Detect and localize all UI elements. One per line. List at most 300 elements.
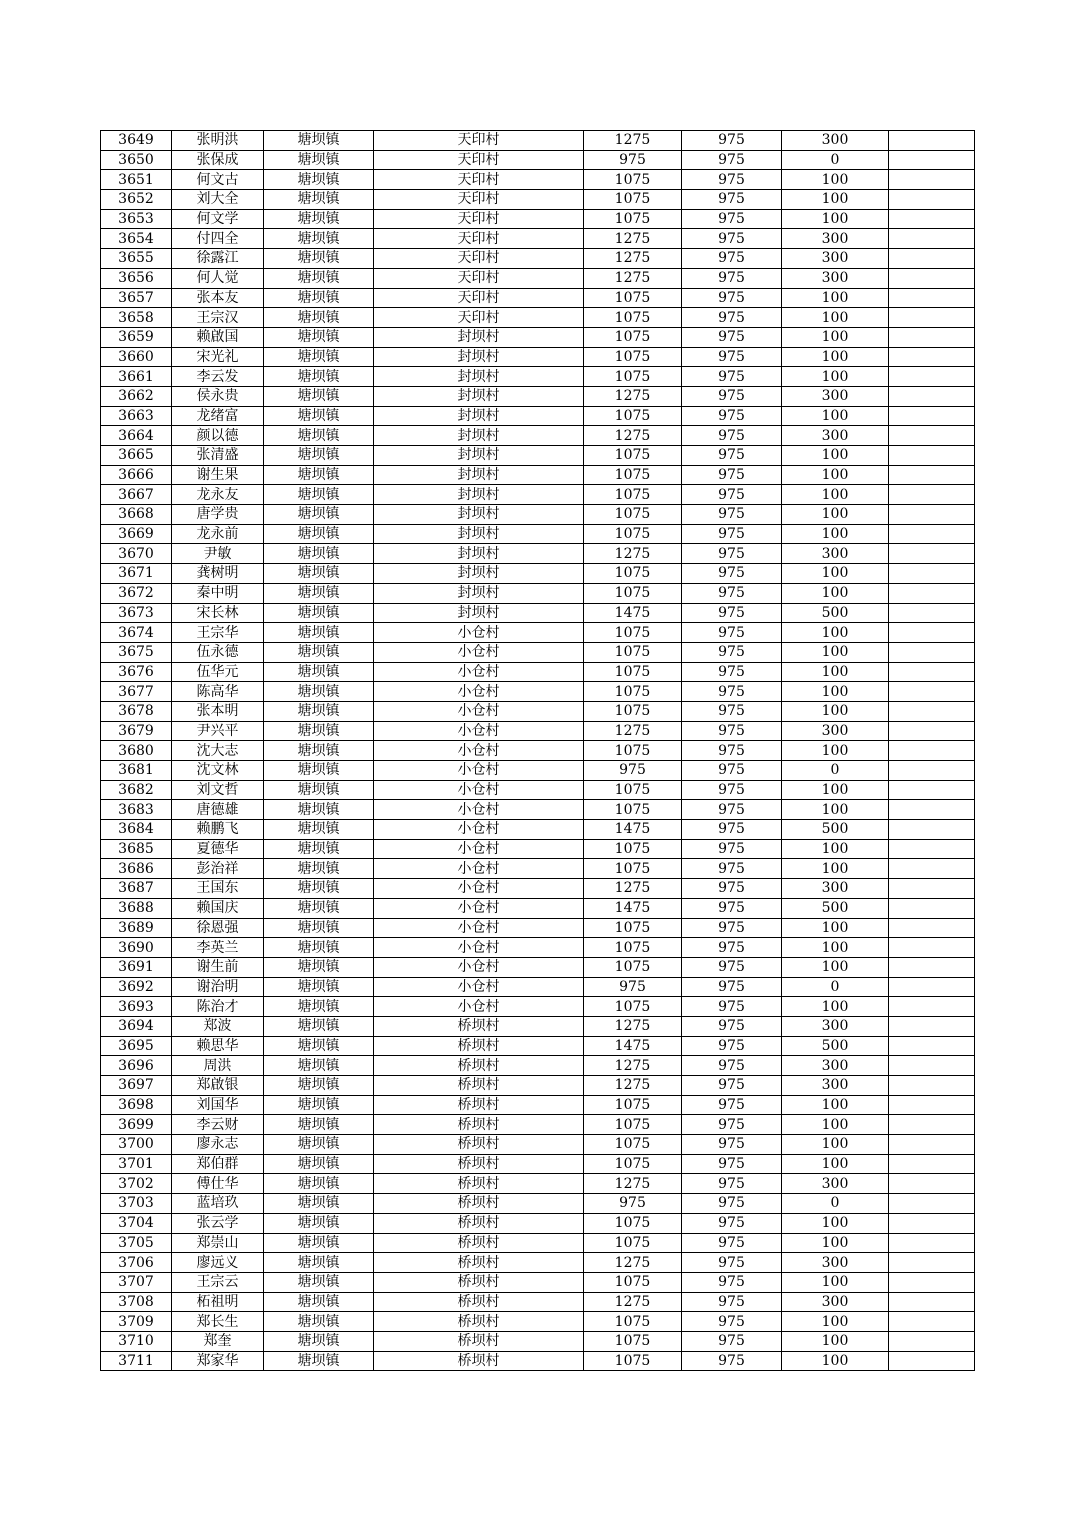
cell-remark [889,623,975,643]
table-row [101,879,975,899]
cell-index: 3709 [101,1312,172,1332]
cell-name: 龙永友 [172,485,264,505]
cell-town: 塘坝镇 [264,623,374,643]
cell-index: 3691 [101,957,172,977]
cell-amount-b: 975 [682,938,782,958]
cell-amount-b: 975 [682,1213,782,1233]
cell-difference: 500 [782,820,889,840]
cell-town: 塘坝镇 [264,918,374,938]
cell-amount-b: 975 [682,879,782,899]
cell-village: 小仓村 [374,721,584,741]
cell-amount-b: 975 [682,662,782,682]
table-row [101,367,975,387]
cell-name: 谢生前 [172,957,264,977]
cell-index: 3680 [101,741,172,761]
cell-difference: 100 [782,918,889,938]
cell-difference: 100 [782,701,889,721]
cell-town: 塘坝镇 [264,741,374,761]
cell-name: 徐恩强 [172,918,264,938]
cell-town: 塘坝镇 [264,150,374,170]
cell-remark [889,386,975,406]
cell-amount-a: 1075 [584,209,682,229]
cell-amount-a: 1275 [584,1016,682,1036]
cell-name: 郑崇山 [172,1233,264,1253]
cell-difference: 100 [782,564,889,584]
cell-village: 封坝村 [374,426,584,446]
cell-amount-a: 1275 [584,426,682,446]
cell-index: 3706 [101,1253,172,1273]
cell-index: 3685 [101,839,172,859]
cell-remark [889,446,975,466]
cell-amount-a: 1075 [584,918,682,938]
cell-amount-b: 975 [682,386,782,406]
cell-amount-a: 1075 [584,170,682,190]
cell-amount-a: 1075 [584,446,682,466]
cell-remark [889,741,975,761]
cell-village: 桥坝村 [374,1233,584,1253]
table-row [101,347,975,367]
cell-remark [889,800,975,820]
cell-village: 小仓村 [374,859,584,879]
cell-name: 徐露江 [172,249,264,269]
cell-town: 塘坝镇 [264,524,374,544]
cell-amount-b: 975 [682,150,782,170]
table-row [101,249,975,269]
cell-village: 封坝村 [374,367,584,387]
cell-name: 王宗汉 [172,308,264,328]
cell-index: 3654 [101,229,172,249]
cell-remark [889,1253,975,1273]
cell-index: 3701 [101,1154,172,1174]
cell-town: 塘坝镇 [264,1233,374,1253]
cell-name: 秦中明 [172,583,264,603]
cell-amount-a: 1275 [584,386,682,406]
cell-remark [889,662,975,682]
cell-remark [889,564,975,584]
cell-remark [889,524,975,544]
cell-village: 封坝村 [374,386,584,406]
cell-village: 桥坝村 [374,1036,584,1056]
cell-amount-b: 975 [682,1253,782,1273]
cell-town: 塘坝镇 [264,229,374,249]
cell-village: 小仓村 [374,662,584,682]
cell-amount-b: 975 [682,170,782,190]
cell-remark [889,327,975,347]
cell-index: 3665 [101,446,172,466]
table-row [101,1292,975,1312]
cell-village: 封坝村 [374,485,584,505]
table-row [101,957,975,977]
cell-amount-b: 975 [682,957,782,977]
cell-remark [889,1154,975,1174]
cell-remark [889,406,975,426]
cell-index: 3700 [101,1135,172,1155]
cell-town: 塘坝镇 [264,701,374,721]
cell-village: 小仓村 [374,682,584,702]
cell-remark [889,1292,975,1312]
cell-amount-b: 975 [682,1036,782,1056]
cell-remark [889,1115,975,1135]
cell-index: 3674 [101,623,172,643]
cell-village: 小仓村 [374,820,584,840]
cell-difference: 500 [782,603,889,623]
table-row [101,1331,975,1351]
cell-amount-a: 1075 [584,1213,682,1233]
cell-name: 张明洪 [172,131,264,151]
table-row [101,977,975,997]
cell-amount-a: 1075 [584,780,682,800]
cell-remark [889,367,975,387]
table-row [101,859,975,879]
cell-amount-a: 1075 [584,1331,682,1351]
cell-name: 谢生果 [172,465,264,485]
cell-amount-b: 975 [682,761,782,781]
cell-village: 桥坝村 [374,1174,584,1194]
cell-village: 天印村 [374,209,584,229]
cell-name: 李云财 [172,1115,264,1135]
cell-town: 塘坝镇 [264,190,374,210]
cell-remark [889,190,975,210]
cell-remark [889,918,975,938]
cell-amount-b: 975 [682,1016,782,1036]
cell-town: 塘坝镇 [264,406,374,426]
cell-difference: 300 [782,1076,889,1096]
cell-amount-b: 975 [682,1312,782,1332]
cell-name: 张本友 [172,288,264,308]
cell-name: 唐德雄 [172,800,264,820]
cell-index: 3704 [101,1213,172,1233]
table-row [101,288,975,308]
table-row [101,209,975,229]
cell-town: 塘坝镇 [264,642,374,662]
cell-index: 3669 [101,524,172,544]
cell-remark [889,347,975,367]
cell-index: 3693 [101,997,172,1017]
cell-difference: 100 [782,190,889,210]
cell-index: 3696 [101,1056,172,1076]
cell-difference: 0 [782,150,889,170]
cell-amount-b: 975 [682,583,782,603]
cell-difference: 100 [782,1351,889,1371]
table-row [101,721,975,741]
cell-index: 3687 [101,879,172,899]
cell-village: 小仓村 [374,977,584,997]
cell-village: 封坝村 [374,327,584,347]
table-row [101,1194,975,1214]
cell-remark [889,1135,975,1155]
cell-town: 塘坝镇 [264,485,374,505]
table-row [101,1016,975,1036]
cell-village: 小仓村 [374,918,584,938]
table-row [101,583,975,603]
cell-amount-b: 975 [682,741,782,761]
table-row [101,898,975,918]
cell-amount-a: 1075 [584,1351,682,1371]
cell-index: 3666 [101,465,172,485]
cell-village: 天印村 [374,229,584,249]
table-row [101,1213,975,1233]
cell-difference: 100 [782,800,889,820]
cell-amount-a: 1275 [584,249,682,269]
cell-town: 塘坝镇 [264,209,374,229]
cell-amount-a: 1075 [584,1312,682,1332]
cell-difference: 300 [782,268,889,288]
cell-village: 小仓村 [374,701,584,721]
cell-name: 付四全 [172,229,264,249]
cell-difference: 100 [782,957,889,977]
cell-village: 桥坝村 [374,1154,584,1174]
cell-town: 塘坝镇 [264,1036,374,1056]
cell-amount-a: 1075 [584,839,682,859]
table-row [101,918,975,938]
cell-index: 3681 [101,761,172,781]
cell-village: 天印村 [374,150,584,170]
cell-amount-a: 1075 [584,505,682,525]
table-row [101,938,975,958]
cell-village: 天印村 [374,170,584,190]
cell-town: 塘坝镇 [264,446,374,466]
cell-town: 塘坝镇 [264,1272,374,1292]
cell-town: 塘坝镇 [264,386,374,406]
cell-difference: 300 [782,426,889,446]
cell-amount-b: 975 [682,209,782,229]
cell-town: 塘坝镇 [264,780,374,800]
cell-village: 封坝村 [374,347,584,367]
table-row [101,1312,975,1332]
cell-amount-a: 1275 [584,1076,682,1096]
cell-index: 3653 [101,209,172,229]
table-row [101,1095,975,1115]
cell-name: 李英兰 [172,938,264,958]
cell-index: 3671 [101,564,172,584]
cell-difference: 100 [782,347,889,367]
cell-town: 塘坝镇 [264,800,374,820]
table-row [101,1351,975,1371]
cell-amount-b: 975 [682,1076,782,1096]
cell-remark [889,131,975,151]
table-row [101,1174,975,1194]
cell-index: 3708 [101,1292,172,1312]
cell-town: 塘坝镇 [264,327,374,347]
cell-index: 3655 [101,249,172,269]
table-row [101,603,975,623]
cell-difference: 100 [782,1213,889,1233]
cell-amount-b: 975 [682,682,782,702]
cell-amount-b: 975 [682,465,782,485]
cell-name: 张云学 [172,1213,264,1233]
cell-difference: 0 [782,977,889,997]
cell-amount-a: 1075 [584,327,682,347]
cell-amount-a: 1075 [584,485,682,505]
cell-village: 桥坝村 [374,1194,584,1214]
table-row [101,268,975,288]
cell-remark [889,1272,975,1292]
cell-name: 沈大志 [172,741,264,761]
cell-difference: 300 [782,879,889,899]
cell-index: 3698 [101,1095,172,1115]
cell-name: 彭治祥 [172,859,264,879]
table-row [101,662,975,682]
cell-remark [889,898,975,918]
cell-name: 伍永德 [172,642,264,662]
cell-village: 小仓村 [374,957,584,977]
cell-difference: 500 [782,898,889,918]
cell-amount-a: 1275 [584,1056,682,1076]
cell-village: 天印村 [374,288,584,308]
cell-remark [889,1076,975,1096]
cell-amount-b: 975 [682,820,782,840]
cell-difference: 100 [782,1272,889,1292]
cell-village: 小仓村 [374,898,584,918]
cell-index: 3658 [101,308,172,328]
cell-amount-b: 975 [682,1056,782,1076]
cell-village: 天印村 [374,131,584,151]
cell-remark [889,1056,975,1076]
cell-amount-b: 975 [682,406,782,426]
table-row [101,780,975,800]
cell-remark [889,977,975,997]
cell-village: 封坝村 [374,564,584,584]
cell-village: 天印村 [374,190,584,210]
cell-village: 桥坝村 [374,1095,584,1115]
cell-village: 小仓村 [374,800,584,820]
cell-village: 封坝村 [374,446,584,466]
cell-town: 塘坝镇 [264,1115,374,1135]
cell-name: 郑啟银 [172,1076,264,1096]
cell-amount-a: 1075 [584,957,682,977]
table-row [101,564,975,584]
cell-amount-b: 975 [682,780,782,800]
cell-amount-a: 1275 [584,1253,682,1273]
cell-name: 郑长生 [172,1312,264,1332]
cell-town: 塘坝镇 [264,1056,374,1076]
table-row [101,623,975,643]
cell-remark [889,268,975,288]
cell-village: 小仓村 [374,997,584,1017]
cell-amount-a: 1075 [584,859,682,879]
cell-amount-a: 1275 [584,1174,682,1194]
cell-difference: 300 [782,1016,889,1036]
table-row [101,1272,975,1292]
cell-remark [889,1174,975,1194]
cell-name: 刘大全 [172,190,264,210]
cell-index: 3699 [101,1115,172,1135]
cell-village: 桥坝村 [374,1056,584,1076]
cell-name: 刘国华 [172,1095,264,1115]
cell-village: 桥坝村 [374,1292,584,1312]
cell-index: 3689 [101,918,172,938]
cell-amount-a: 1475 [584,1036,682,1056]
cell-amount-a: 1275 [584,131,682,151]
cell-name: 龙绪富 [172,406,264,426]
cell-village: 桥坝村 [374,1331,584,1351]
cell-town: 塘坝镇 [264,721,374,741]
cell-town: 塘坝镇 [264,997,374,1017]
cell-index: 3690 [101,938,172,958]
cell-difference: 100 [782,1312,889,1332]
cell-name: 郑伯群 [172,1154,264,1174]
cell-name: 何人觉 [172,268,264,288]
cell-name: 谢治明 [172,977,264,997]
cell-village: 封坝村 [374,583,584,603]
cell-name: 龚树明 [172,564,264,584]
cell-amount-b: 975 [682,505,782,525]
cell-name: 傅仕华 [172,1174,264,1194]
cell-index: 3694 [101,1016,172,1036]
cell-town: 塘坝镇 [264,131,374,151]
cell-name: 郑家华 [172,1351,264,1371]
cell-amount-a: 1075 [584,308,682,328]
cell-town: 塘坝镇 [264,249,374,269]
cell-amount-a: 1075 [584,800,682,820]
cell-town: 塘坝镇 [264,1331,374,1351]
cell-amount-a: 1475 [584,820,682,840]
cell-difference: 100 [782,997,889,1017]
cell-remark [889,839,975,859]
cell-amount-b: 975 [682,544,782,564]
cell-town: 塘坝镇 [264,1076,374,1096]
table-row [101,426,975,446]
cell-remark [889,859,975,879]
document-page [100,130,974,1371]
cell-amount-b: 975 [682,1095,782,1115]
cell-remark [889,249,975,269]
cell-index: 3652 [101,190,172,210]
cell-village: 桥坝村 [374,1253,584,1273]
cell-amount-a: 1075 [584,682,682,702]
cell-amount-a: 1075 [584,1233,682,1253]
cell-remark [889,997,975,1017]
cell-index: 3672 [101,583,172,603]
cell-difference: 100 [782,1135,889,1155]
cell-town: 塘坝镇 [264,1253,374,1273]
cell-amount-b: 975 [682,623,782,643]
cell-village: 小仓村 [374,839,584,859]
cell-index: 3692 [101,977,172,997]
cell-amount-b: 975 [682,977,782,997]
cell-amount-b: 975 [682,1115,782,1135]
cell-amount-b: 975 [682,721,782,741]
cell-village: 封坝村 [374,406,584,426]
cell-amount-a: 1275 [584,721,682,741]
cell-town: 塘坝镇 [264,426,374,446]
cell-difference: 100 [782,1331,889,1351]
cell-name: 李云发 [172,367,264,387]
cell-index: 3695 [101,1036,172,1056]
cell-amount-b: 975 [682,642,782,662]
cell-difference: 100 [782,662,889,682]
cell-amount-b: 975 [682,564,782,584]
table-row [101,997,975,1017]
table-row [101,131,975,151]
cell-amount-a: 1075 [584,465,682,485]
cell-village: 天印村 [374,308,584,328]
cell-difference: 100 [782,485,889,505]
cell-town: 塘坝镇 [264,938,374,958]
cell-town: 塘坝镇 [264,603,374,623]
cell-difference: 100 [782,623,889,643]
cell-index: 3710 [101,1331,172,1351]
cell-difference: 300 [782,544,889,564]
cell-remark [889,761,975,781]
cell-remark [889,642,975,662]
cell-name: 伍华元 [172,662,264,682]
table-row [101,642,975,662]
cell-amount-b: 975 [682,1135,782,1155]
table-row [101,229,975,249]
cell-remark [889,957,975,977]
table-row [101,1154,975,1174]
